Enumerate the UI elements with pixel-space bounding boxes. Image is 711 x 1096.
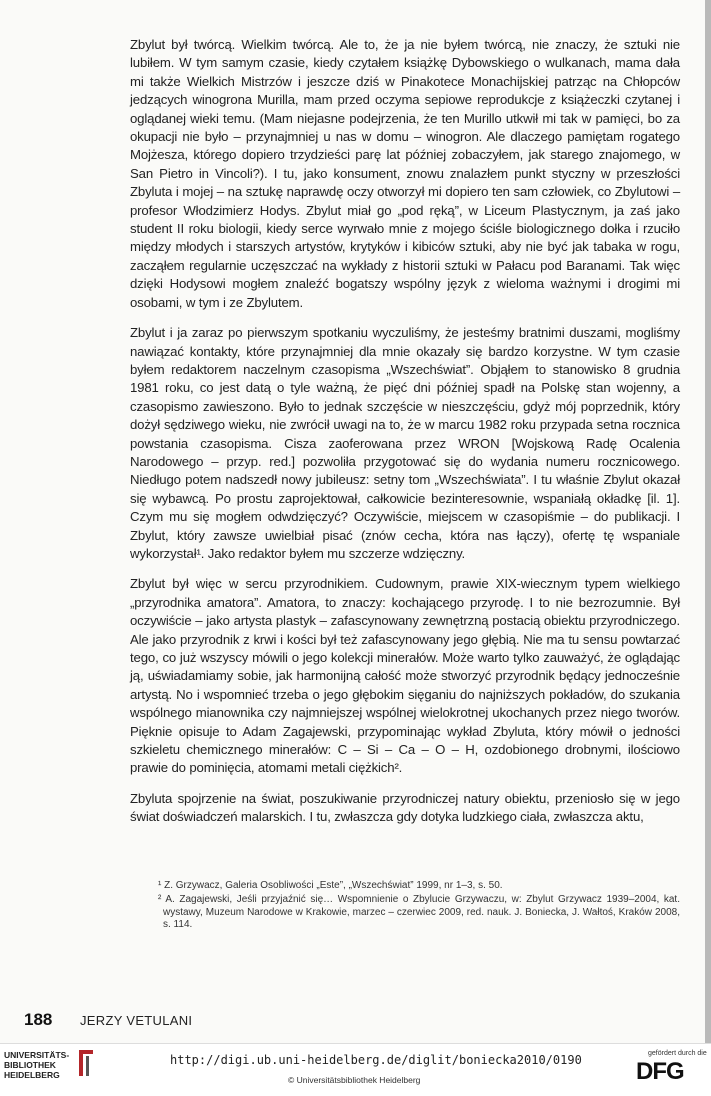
institution-line: UNIVERSITÄTS- bbox=[4, 1050, 70, 1060]
paragraph-3: Zbylut był więc w sercu przyrodnikiem. Cudownym, prawie XIX-wiecznym typem wielkiego „przyrodnika amatora”. Amatora, to znaczy: kochającego przyrodę. I to nie bezrozumnie. Był oczywiście – jako artysta plastyk – zafascynowany zewnętrzną postacią obiektu przyrodniczego. Ale jako przyrodnik z krwi i kości był też zafascynowany jego głębią. Nie ma tu sensu powtarzać tego, co już wszyscy mówili o jego kolekcji minerałów. Może warto tylko zauważyć, że oglądając ją, uświadamiamy sobie, jak harmonijną całość może stworzyć przyrodnik będący jednocześnie artystą. No i wspomnieć trzeba o jego głębokim sięganiu do najniższych pokładów, do szukania wspólnego mianownika czy najmniejszej wspólnej wielokrotnej ukochanych przez niego tworów. Pięknie opisuje to Adam Zagajewski, przypominając wykład Zbyluta, który mówił o jedności szkieletu chemicznego minerałów: C – Si – Ca – O – H, ozdobionego drobnymi, ilościowo prawie do pominięcia, atomami metali ciężkich². bbox=[130, 576, 680, 776]
sponsor-note: gefördert durch die bbox=[648, 1050, 707, 1057]
institution-line: HEIDELBERG bbox=[4, 1070, 60, 1080]
footnote-2: ² A. Zagajewski, Jeśli przyjaźnić się… Wspomnienie o Zbylucie Grzywaczu, w: Zbylut Grzywacz 1939–2004, kat. wystawy, Muzeum Narodowe w Krakowie, marzec – czerwiec 2009, red. nauk. J. Boniecka, J. Wałtoś, Kraków 2008, s. 114. bbox=[158, 893, 680, 931]
library-bar bbox=[0, 1043, 711, 1096]
footnotes bbox=[158, 880, 680, 933]
paragraph-2: Zbylut i ja zaraz po pierwszym spotkaniu wyczuliśmy, że jesteśmy bratnimi duszami, mogliśmy nawiązać kontakty, które przynajmniej dla mnie okazały się bardzo korzystne. W tym czasie byłem redaktorem naczelnym czasopisma „Wszechświat”. Objąłem to stanowisko 8 grudnia 1981 roku, co jest datą o tyle ważną, że pięć dni później spadł na Polskę stan wojenny, a czasopismo zawieszono. Było to jednak szczęście w nieszczęściu, gdyż mój poprzednik, który dożył sędziwego wieku, nie zwrócił uwagi na to, że w marcu 1982 roku przypada setna rocznica powstania czasopisma. Cisza zaoferowana przez WRON [Wojskową Radę Ocalenia Narodowego – przyp. red.] pozwoliła przygotować się do wydania numeru rocznicowego. Niedługo potem nadszedł nowy jubileusz: setny tom „Wszechświata”. I tu właśnie Zbylut okazał się wybawcą. Po prostu zaprojektował, całkowicie bezinteresownie, wspaniałą okładkę [il. 1]. Czym mu się mogłem odwdzięczyć? Oczywiście, miejscem w czasopiśmie – do publikacji. I Zbylut, który zawsze uwielbiał pisać (znów cecha, która nas łączy), ofertę tę wspaniale wykorzystał¹. Jako redaktor byłem mu szczerze wdzięczny. bbox=[130, 325, 680, 561]
running-footer-author: JERZY VETULANI bbox=[80, 1013, 193, 1028]
university-library-name[interactable] bbox=[4, 1050, 69, 1080]
paragraph-4: Zbyluta spojrzenie na świat, poszukiwanie przyrodniczej natury obiektu, przeniosło się w jego świat doświadczeń malarskich. I tu, zwłaszcza gdy dotyka ludzkiego ciała, zwłaszcza aktu, bbox=[130, 790, 680, 825]
page-number: 188 bbox=[24, 1010, 53, 1029]
paragraph-1: Zbylut był twórcą. Wielkim twórcą. Ale to, że ja nie byłem twórcą, nie znaczy, że sztuki nie lubiłem. W tym samym czasie, kiedy czytałem książkę Dybowskiego o wulkanach, mama dała mi także Wielkich Mistrzów i jeszcze dziś w Pinakotece Monachijskiej patrząc na Chłopców jedzących winogrona Murilla, mam przed oczyma sepiowe reprodukcje z książeczki czytanej i oglądanej wieki temu. (Mam niejasne podejrzenia, że ten Murillo utkwił mi tak w pamięci, bo za okupacji nie było – przynajmniej u nas w domu – winogron. Ale dlaczego pamiętam rogatego Mojżesza, którego dopiero trzydzieści parę lat później zobaczyłem, jak starego znajomego, w San Pietro in Vincoli?). I tu, jako konsument, znowu znalazłem punkt styczny w przeszłości Zbyluta i mojej – na sztukę naprawdę oczy otworzył mi dopiero ten sam człowiek, co Zbylutowi – profesor Włodzimierz Hodys. Zbylut miał go „pod ręką”, w Liceum Plastycznym, ja zaś jako student II roku biologii, kiedy serce wyrwało mnie z mojego ściśle biologicznego dołka i rzuciło między młodych i starszych artystów, krytyków i kibiców sztuki, aby nie być jak tabaka w rogu, zacząłem regularnie uczęszczać na wykłady z historii sztuki w Pałacu pod Baranami. Tak więc dzięki Hodysowi mogłem znaleźć bogatszy wspólny język z wieloma ważnymi i drogimi mi osobami, w tym i ze Zbylutem. bbox=[130, 37, 680, 310]
permalink-url[interactable]: http://digi.ub.uni-heidelberg.de/diglit/boniecka2010/0190 bbox=[170, 1053, 582, 1067]
footnote-1: ¹ Z. Grzywacz, Galeria Osobliwości „Este”, „Wszechświat” 1999, nr 1–3, s. 50. bbox=[158, 880, 503, 891]
copyright-note: © Universitätsbibliothek Heidelberg bbox=[288, 1075, 421, 1085]
main-text bbox=[130, 36, 680, 839]
institution-line: BIBLIOTHEK bbox=[4, 1060, 56, 1070]
page-edge bbox=[705, 0, 711, 1043]
library-logo-icon bbox=[78, 1048, 94, 1078]
dfg-logo[interactable]: DFG bbox=[636, 1058, 684, 1085]
